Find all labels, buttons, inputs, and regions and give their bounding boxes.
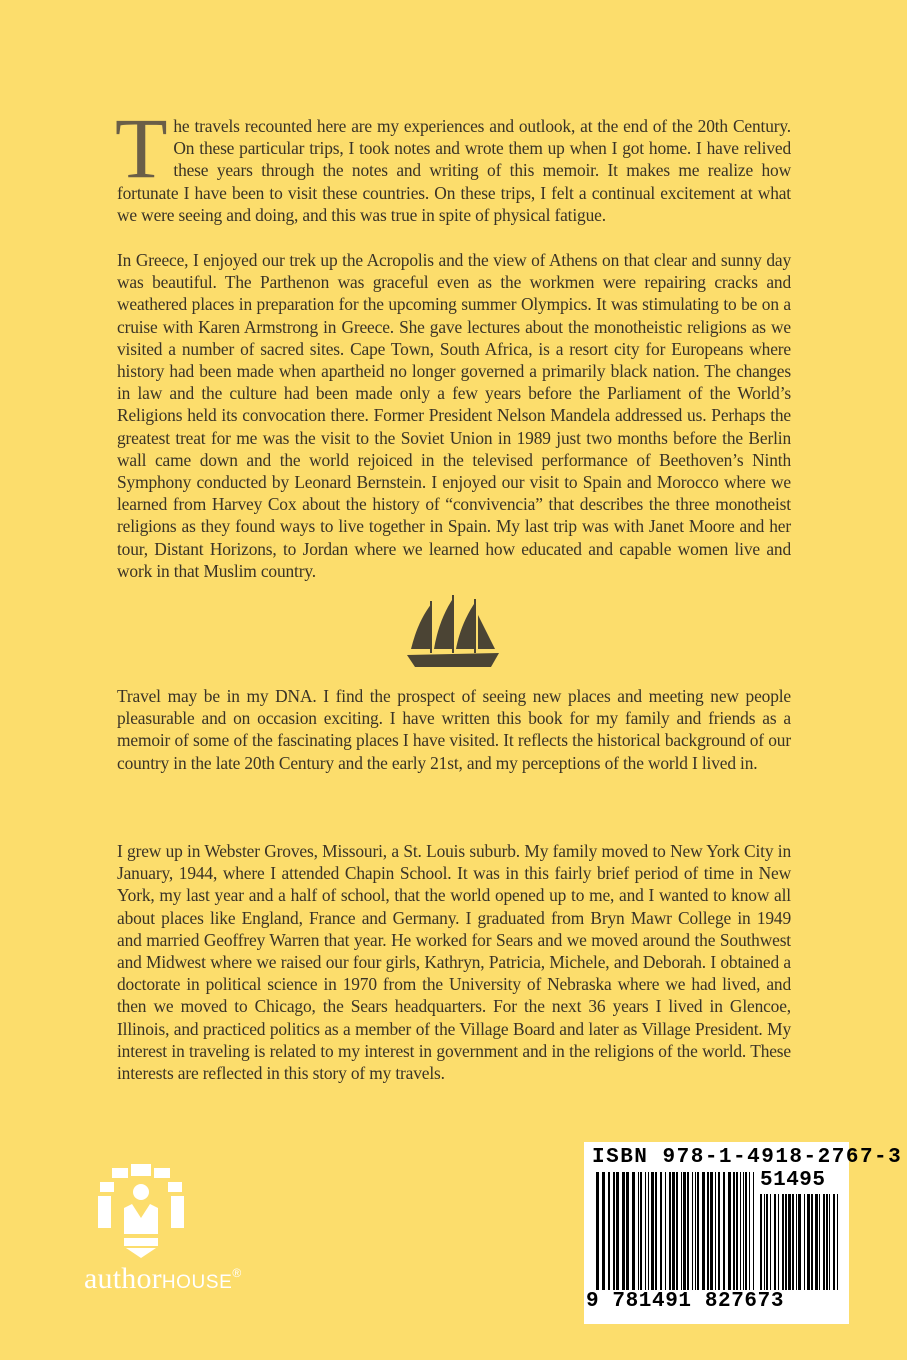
barcode-bar: [710, 1172, 713, 1290]
barcode-bar: [764, 1194, 765, 1290]
barcode-bar: [723, 1172, 725, 1290]
barcode-bars-addon: [760, 1194, 840, 1290]
barcode-bar: [681, 1172, 682, 1290]
barcode-bar: [596, 1172, 599, 1290]
barcode-bar: [640, 1172, 642, 1290]
barcode-bar: [826, 1194, 828, 1290]
barcode-bar: [645, 1172, 646, 1290]
barcode-bar: [718, 1172, 720, 1290]
barcode-bar: [707, 1172, 709, 1290]
price-code: 51495: [760, 1169, 826, 1192]
barcode-bar: [660, 1172, 662, 1290]
barcode-bar: [766, 1194, 768, 1290]
barcode-bars-main: [596, 1172, 756, 1290]
publisher-name: [84, 1262, 241, 1296]
barcode-bar: [616, 1172, 619, 1290]
barcode-bar: [608, 1172, 610, 1290]
barcode-bar: [692, 1172, 693, 1290]
barcode-bar: [815, 1194, 818, 1290]
barcode-bar: [792, 1194, 794, 1290]
barcode-bar: [626, 1172, 629, 1290]
barcode-bar: [770, 1194, 771, 1290]
barcode-bar: [819, 1194, 820, 1290]
blurb-paragraph-2: In Greece, I enjoyed our trek up the Acropolis and the view of Athens on that clear and sunny day was beautiful. The Parthenon was graceful even as the workmen were repairing cracks and weathered places in preparation for the upcoming summer Olympics. It was stimulating to be on a cruise with Karen Armstrong in Greece. She gave lectures about the monotheistic religions as we visited a number of sacred sites. Cape Town, South Africa, is a resort city for Europeans where history had been made when apartheid no longer governed a primarily black nation. The changes in law and the culture had been made only a few years before the Parliament of the World’s Religions held its convocation there. Former President Nelson Mandela addressed us. Perhaps the greatest treat for me was the visit to the Soviet Union in 1989 just two months before the Berlin wall came down and the world rejoiced in the televised performance of Beethoven’s Ninth Symphony conducted by Leonard Bernstein. I enjoyed our visit to Spain and Morocco where we learned from Harvey Cox about the history of “convivencia” that describes the three monotheist religions as they found ways to live together in Spain. My last trip was with Janet Moore and her tour, Distant Horizons, to Jordan where we learned how educated and capable women live and work in that Muslim country.: [117, 250, 791, 581]
barcode-bar: [728, 1172, 731, 1290]
barcode-bar: [798, 1194, 801, 1290]
barcode-digits: 9 781491 827673: [586, 1290, 785, 1313]
barcode-bar: [683, 1172, 686, 1290]
barcode-bar: [632, 1172, 635, 1290]
barcode-bar: [672, 1172, 675, 1290]
authorhouse-logo-icon: [92, 1160, 192, 1260]
barcode-bar: [743, 1172, 744, 1290]
barcode-bar: [638, 1172, 639, 1290]
barcode-bar: [823, 1194, 825, 1290]
sailing-ship-icon: [407, 593, 499, 673]
barcode-bar: [833, 1194, 835, 1290]
barcode-bar: [774, 1194, 776, 1290]
blurb-paragraph-1: [115, 100, 791, 226]
barcode-bar: [702, 1172, 705, 1290]
barcode-bar: [736, 1172, 738, 1290]
barcode-bar: [807, 1194, 810, 1290]
barcode-bar: [778, 1194, 779, 1290]
isbn-barcode: [584, 1142, 903, 1324]
blurb-paragraph-3: Travel may be in my DNA. I find the prospect of seeing new places and meeting new people pleasurable and on occasion exciting. I have written this book for my family and friends as a memoir of some of the fascinating places I have visited. It reflects the historical background of our country in the late 20th Century and the early 21st, and my perceptions of the world I lived in.: [117, 686, 791, 773]
barcode-bar: [837, 1194, 838, 1290]
barcode-bar: [760, 1194, 762, 1290]
barcode-bar: [753, 1172, 754, 1290]
barcode-bar: [602, 1172, 605, 1290]
barcode-bar: [785, 1194, 787, 1290]
barcode-bar: [749, 1172, 750, 1290]
barcode-bar: [782, 1194, 784, 1290]
barcode-bar: [740, 1172, 741, 1290]
barcode-bar: [811, 1194, 813, 1290]
barcode-bar: [733, 1172, 735, 1290]
blurb-paragraph-1-text: he travels recounted here are my experiences and outlook, at the end of the 20th Century. On these particular trips, I took notes and wrote them up when I got home. I have relived these years through the notes and writing of this memoir. It makes me realize how fortunate I have been to visit these countries. On these trips, I felt a continual excitement at what we were seeing and doing, and this was true in spite of physical fatigue.: [117, 116, 791, 225]
barcode-bar: [651, 1172, 654, 1290]
trademark-symbol: ®: [232, 1266, 242, 1280]
barcode-bar: [697, 1172, 699, 1290]
barcode-bar: [665, 1172, 666, 1290]
barcode-bar: [804, 1194, 805, 1290]
barcode-bar: [648, 1172, 649, 1290]
drop-cap: T: [115, 100, 168, 196]
publisher-logo: [84, 1160, 254, 1310]
author-bio-paragraph: I grew up in Webster Groves, Missouri, a St. Louis suburb. My family moved to New York City in January, 1944, where I attended Chapin School. It was in this fairly brief period of time in New York, my last year and a half of school, that the world opened up to me, and I wanted to know all about places like England, France and Germany. I graduated from Bryn Mawr College in 1949 and married Geoffrey Warren that year. He worked for Sears and we moved around the Southwest and Midwest where we raised our four girls, Kathryn, Patricia, Michele, and Deborah. I obtained a doctorate in political science in 1970 from the University of Nebraska where we had lived, and then we moved to Chicago, the Sears headquarters. For the next 36 years I lived in Glencoe, Illinois, and practiced politics as a member of the Village Board and later as Village President. My interest in traveling is related to my interest in government and in the religions of the world. These interests are reflected in this story of my travels.: [117, 841, 791, 1084]
barcode-bar: [715, 1172, 716, 1290]
barcode-bar: [622, 1172, 625, 1290]
barcode-bar: [687, 1172, 689, 1290]
barcode-bar: [676, 1172, 678, 1290]
barcode-bar: [788, 1194, 791, 1290]
publisher-name-part1: author: [84, 1262, 162, 1295]
barcode-bar: [829, 1194, 830, 1290]
publisher-name-part2: HOUSE: [161, 1272, 233, 1293]
barcode-bar: [655, 1172, 657, 1290]
isbn-label: ISBN 978-1-4918-2767-3: [592, 1146, 903, 1169]
barcode-bar: [796, 1194, 797, 1290]
barcode-bar: [613, 1172, 615, 1290]
barcode-bar: [745, 1172, 747, 1290]
barcode-bar: [695, 1172, 696, 1290]
barcode-bar: [669, 1172, 671, 1290]
